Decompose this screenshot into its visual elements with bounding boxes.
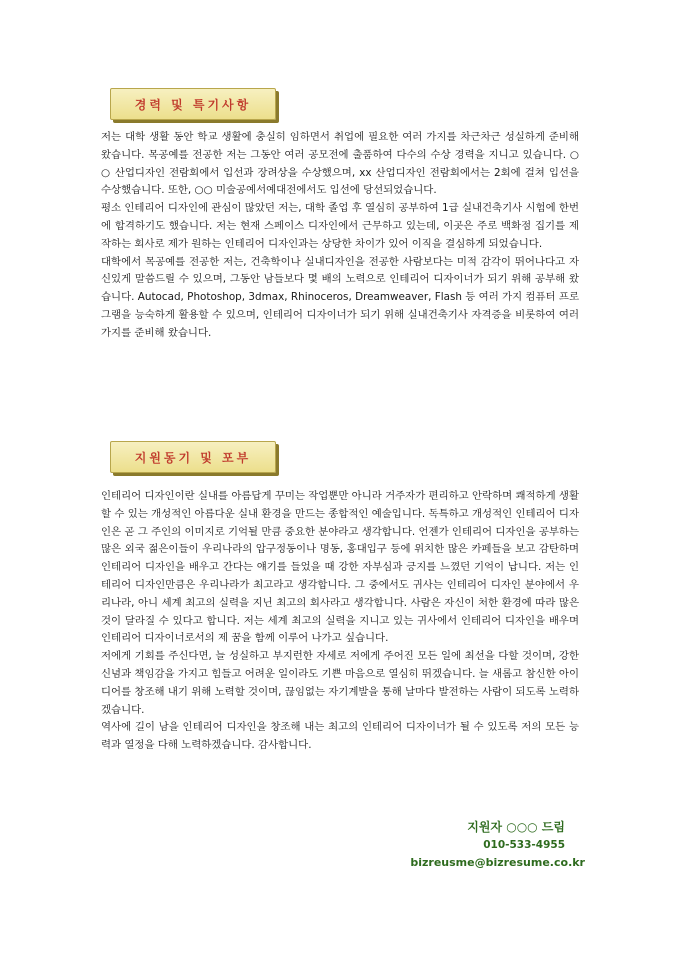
motivation-paragraph-2: 저에게 기회를 주신다면, 늘 성실하고 부지런한 자세로 저에게 주어진 모든 일에 최선을 다할 것이며, 강한 신념과 책임감을 가지고 힘들고 어려운 일이라도 기쁜 마음으로 열심히 뛰겠습니다. 늘 새롭고 참신한 아이디어를 창조해 내기 위해 노력할 것이며, 끊임없는 자기계발을 통해 날마다 발전하는 사람이 되도록 노력하겠습니다. (101, 650, 579, 716)
signature-block (410, 818, 585, 872)
signature-phone: 010-533-4955 (483, 839, 565, 851)
motivation-paragraph-3: 역사에 길이 남을 인테리어 디자인을 창조해 내는 최고의 인테리어 디자이너가 될 수 있도록 저의 모든 능력과 열정을 다해 노력하겠습니다. 감사합니다. (101, 721, 579, 752)
section-title-motivation: 지원동기 및 포부 (134, 450, 252, 465)
section-title-career: 경력 및 특기사항 (134, 97, 252, 112)
signature-name: 지원자 ○○○ 드림 (467, 820, 565, 834)
career-paragraph-2: 평소 인테리어 디자인에 관심이 많았던 저는, 대학 졸업 후 열심히 공부하여 1급 실내건축기사 시험에 한번에 합격하기도 했습니다. 저는 현재 스페이스 디자인에서 근무하고 있는데, 이곳은 주로 백화점 집기를 제작하는 회사로 제가 원하는 인테리어 디자인과는 상당한 차이가 있어 이직을 결심하게 되었습니다. (101, 202, 579, 250)
career-body (101, 129, 579, 343)
motivation-paragraph-1: 인테리어 디자인이란 실내를 아름답게 꾸미는 작업뿐만 아니라 거주자가 편리하고 안락하며 쾌적하게 생활할 수 있는 개성적인 아름다운 실내 환경을 만드는 종합적인 예술입니다. 독특하고 개성적인 인테리어 디자인은 곧 그 주인의 이미지로 기억될 만큼 중요한 분야라고 생각합니다. 언젠가 인테리어 디자인을 공부하는 많은 외국 젊은이들이 우리나라의 압구정동이나 명동, 홍대입구 등에 위치한 많은 카페들을 보고 감탄하며 인테리어 디자인을 배우고 간다는 얘기를 들었을 때 강한 자부심과 긍지를 느꼈던 기억이 납니다. 저는 인테리어 디자인만큼은 우리나라가 최고라고 생각합니다. 그 중에서도 귀사는 인테리어 디자인 분야에서 우리나라, 아니 세계 최고의 실력을 지닌 최고의 회사라고 생각합니다. 사람은 자신이 처한 환경에 따라 많은 것이 달라질 수 있다고 합니다. 저는 세계 최고의 실력을 지니고 있는 귀사에서 인테리어 디자인을 배우며 인테리어 디자이너로서의 제 꿈을 함께 이루어 나가고 싶습니다. (101, 490, 579, 645)
motivation-body (101, 488, 579, 755)
career-paragraph-3: 대학에서 목공예를 전공한 저는, 건축학이나 실내디자인을 전공한 사람보다는 미적 감각이 뛰어나다고 자신있게 말씀드릴 수 있으며, 그동안 남들보다 몇 배의 노력으로 인테리어 디자이너가 되기 위해 공부해 왔습니다. Autocad, Photoshop, 3dmax, Rhinoceros, Dreamweaver, Flash 등 여러 가지 컴퓨터 프로그램을 능숙하게 활용할 수 있으며, 인테리어 디자이너가 되기 위해 실내건축기사 자격증을 비롯하여 여러 가지를 준비해 왔습니다. (101, 255, 579, 339)
signature-email: bizreusme@bizresume.co.kr (410, 856, 585, 869)
section-header-career (110, 88, 276, 120)
career-paragraph-1: 저는 대학 생활 동안 학교 생활에 충실히 임하면서 취업에 필요한 여러 가지를 차근차근 성실하게 준비해 왔습니다. 목공예를 전공한 저는 그동안 여러 공모전에 출품하여 다수의 수상 경력을 지니고 있습니다. ○○ 산업디자인 전람회에서 입선과 장려상을 수상했으며, xx 산업디자인 전람회에서는 2회에 걸쳐 입선을 수상했습니다. 또한, ○○ 미술공예서예대전에서도 입선에 당선되었습니다. (101, 131, 579, 197)
section-header-motivation (110, 441, 276, 473)
